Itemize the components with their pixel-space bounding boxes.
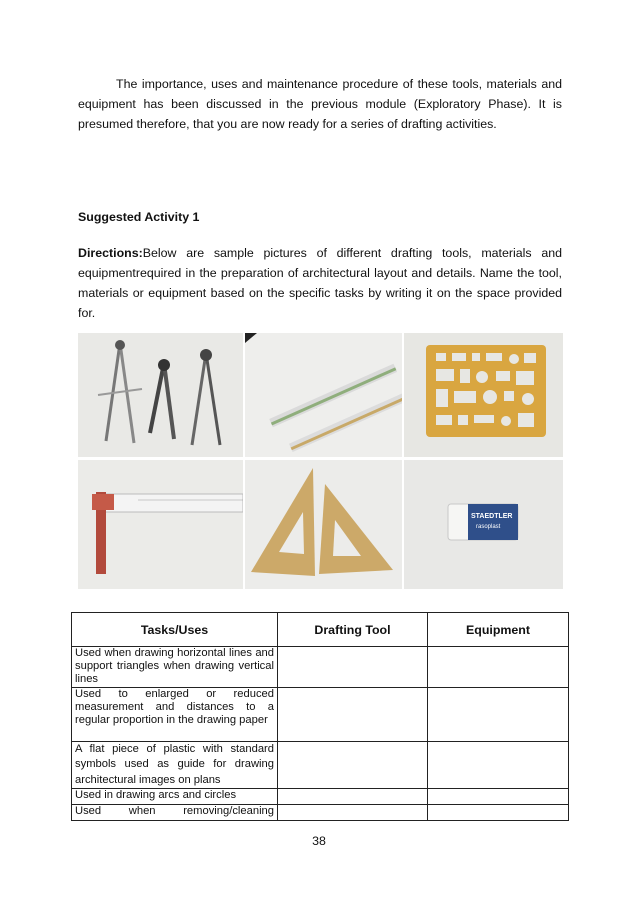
- tasks-table: [71, 612, 569, 821]
- equipment-answer-cell[interactable]: [428, 789, 569, 805]
- directions-label: Directions:: [78, 246, 143, 260]
- table-row: [72, 805, 569, 821]
- triangles-photo: [245, 460, 402, 589]
- table-row: [72, 647, 569, 688]
- task-cell: Used to enlarged or reduced measurement and distances to a regular proportion in the drawing paper: [72, 687, 278, 741]
- drafting-tool-answer-cell[interactable]: [278, 805, 428, 821]
- directions-paragraph: [78, 243, 562, 323]
- eraser-brand-text: STAEDTLER: [471, 513, 513, 520]
- task-cell: Used in drawing arcs and circles: [72, 789, 278, 805]
- drafting-tool-answer-cell[interactable]: [278, 741, 428, 789]
- task-cell: A flat piece of plastic with standard symbols used as guide for drawing architectural images on plans: [72, 741, 278, 789]
- eraser-photo: [404, 460, 563, 589]
- eraser-sub-text: rasoplast: [476, 524, 501, 530]
- symbol-template-photo: [404, 333, 563, 457]
- table-header-row: [72, 613, 569, 647]
- task-cell: Used when drawing horizontal lines and support triangles when drawing vertical lines: [72, 647, 278, 688]
- drafting-tool-answer-cell[interactable]: [278, 647, 428, 688]
- drafting-tools-photo-grid: [78, 333, 563, 589]
- drafting-tool-answer-cell[interactable]: [278, 789, 428, 805]
- equipment-answer-cell[interactable]: [428, 741, 569, 789]
- table-row: [72, 687, 569, 741]
- header-equipment: Equipment: [428, 613, 569, 647]
- activity-heading: Suggested Activity 1: [78, 210, 200, 224]
- drafting-tool-answer-cell[interactable]: [278, 687, 428, 741]
- table-row: [72, 741, 569, 789]
- page-number: 38: [312, 834, 326, 848]
- t-square-photo: [78, 460, 243, 589]
- table-row: [72, 789, 569, 805]
- task-cell: Used when removing/cleaning: [72, 805, 278, 821]
- equipment-answer-cell[interactable]: [428, 805, 569, 821]
- intro-paragraph: The importance, uses and maintenance procedure of these tools, materials and equipment has been discussed in the previous module (Exploratory Phase). It is presumed therefore, that you are now ready for a series of drafting activities.: [78, 77, 562, 131]
- equipment-answer-cell[interactable]: [428, 647, 569, 688]
- compass-photo: [78, 333, 243, 457]
- triangular-scale-photo: [245, 333, 402, 457]
- directions-text: Below are sample pictures of different drafting tools, materials and equipmentrequired in the preparation of architectural layout and details. Name the tool, materials or equipment based on the specific tasks by writing it on the space provided for.: [78, 246, 562, 320]
- equipment-answer-cell[interactable]: [428, 687, 569, 741]
- header-drafting-tool: Drafting Tool: [278, 613, 428, 647]
- header-tasks-uses: Tasks/Uses: [72, 613, 278, 647]
